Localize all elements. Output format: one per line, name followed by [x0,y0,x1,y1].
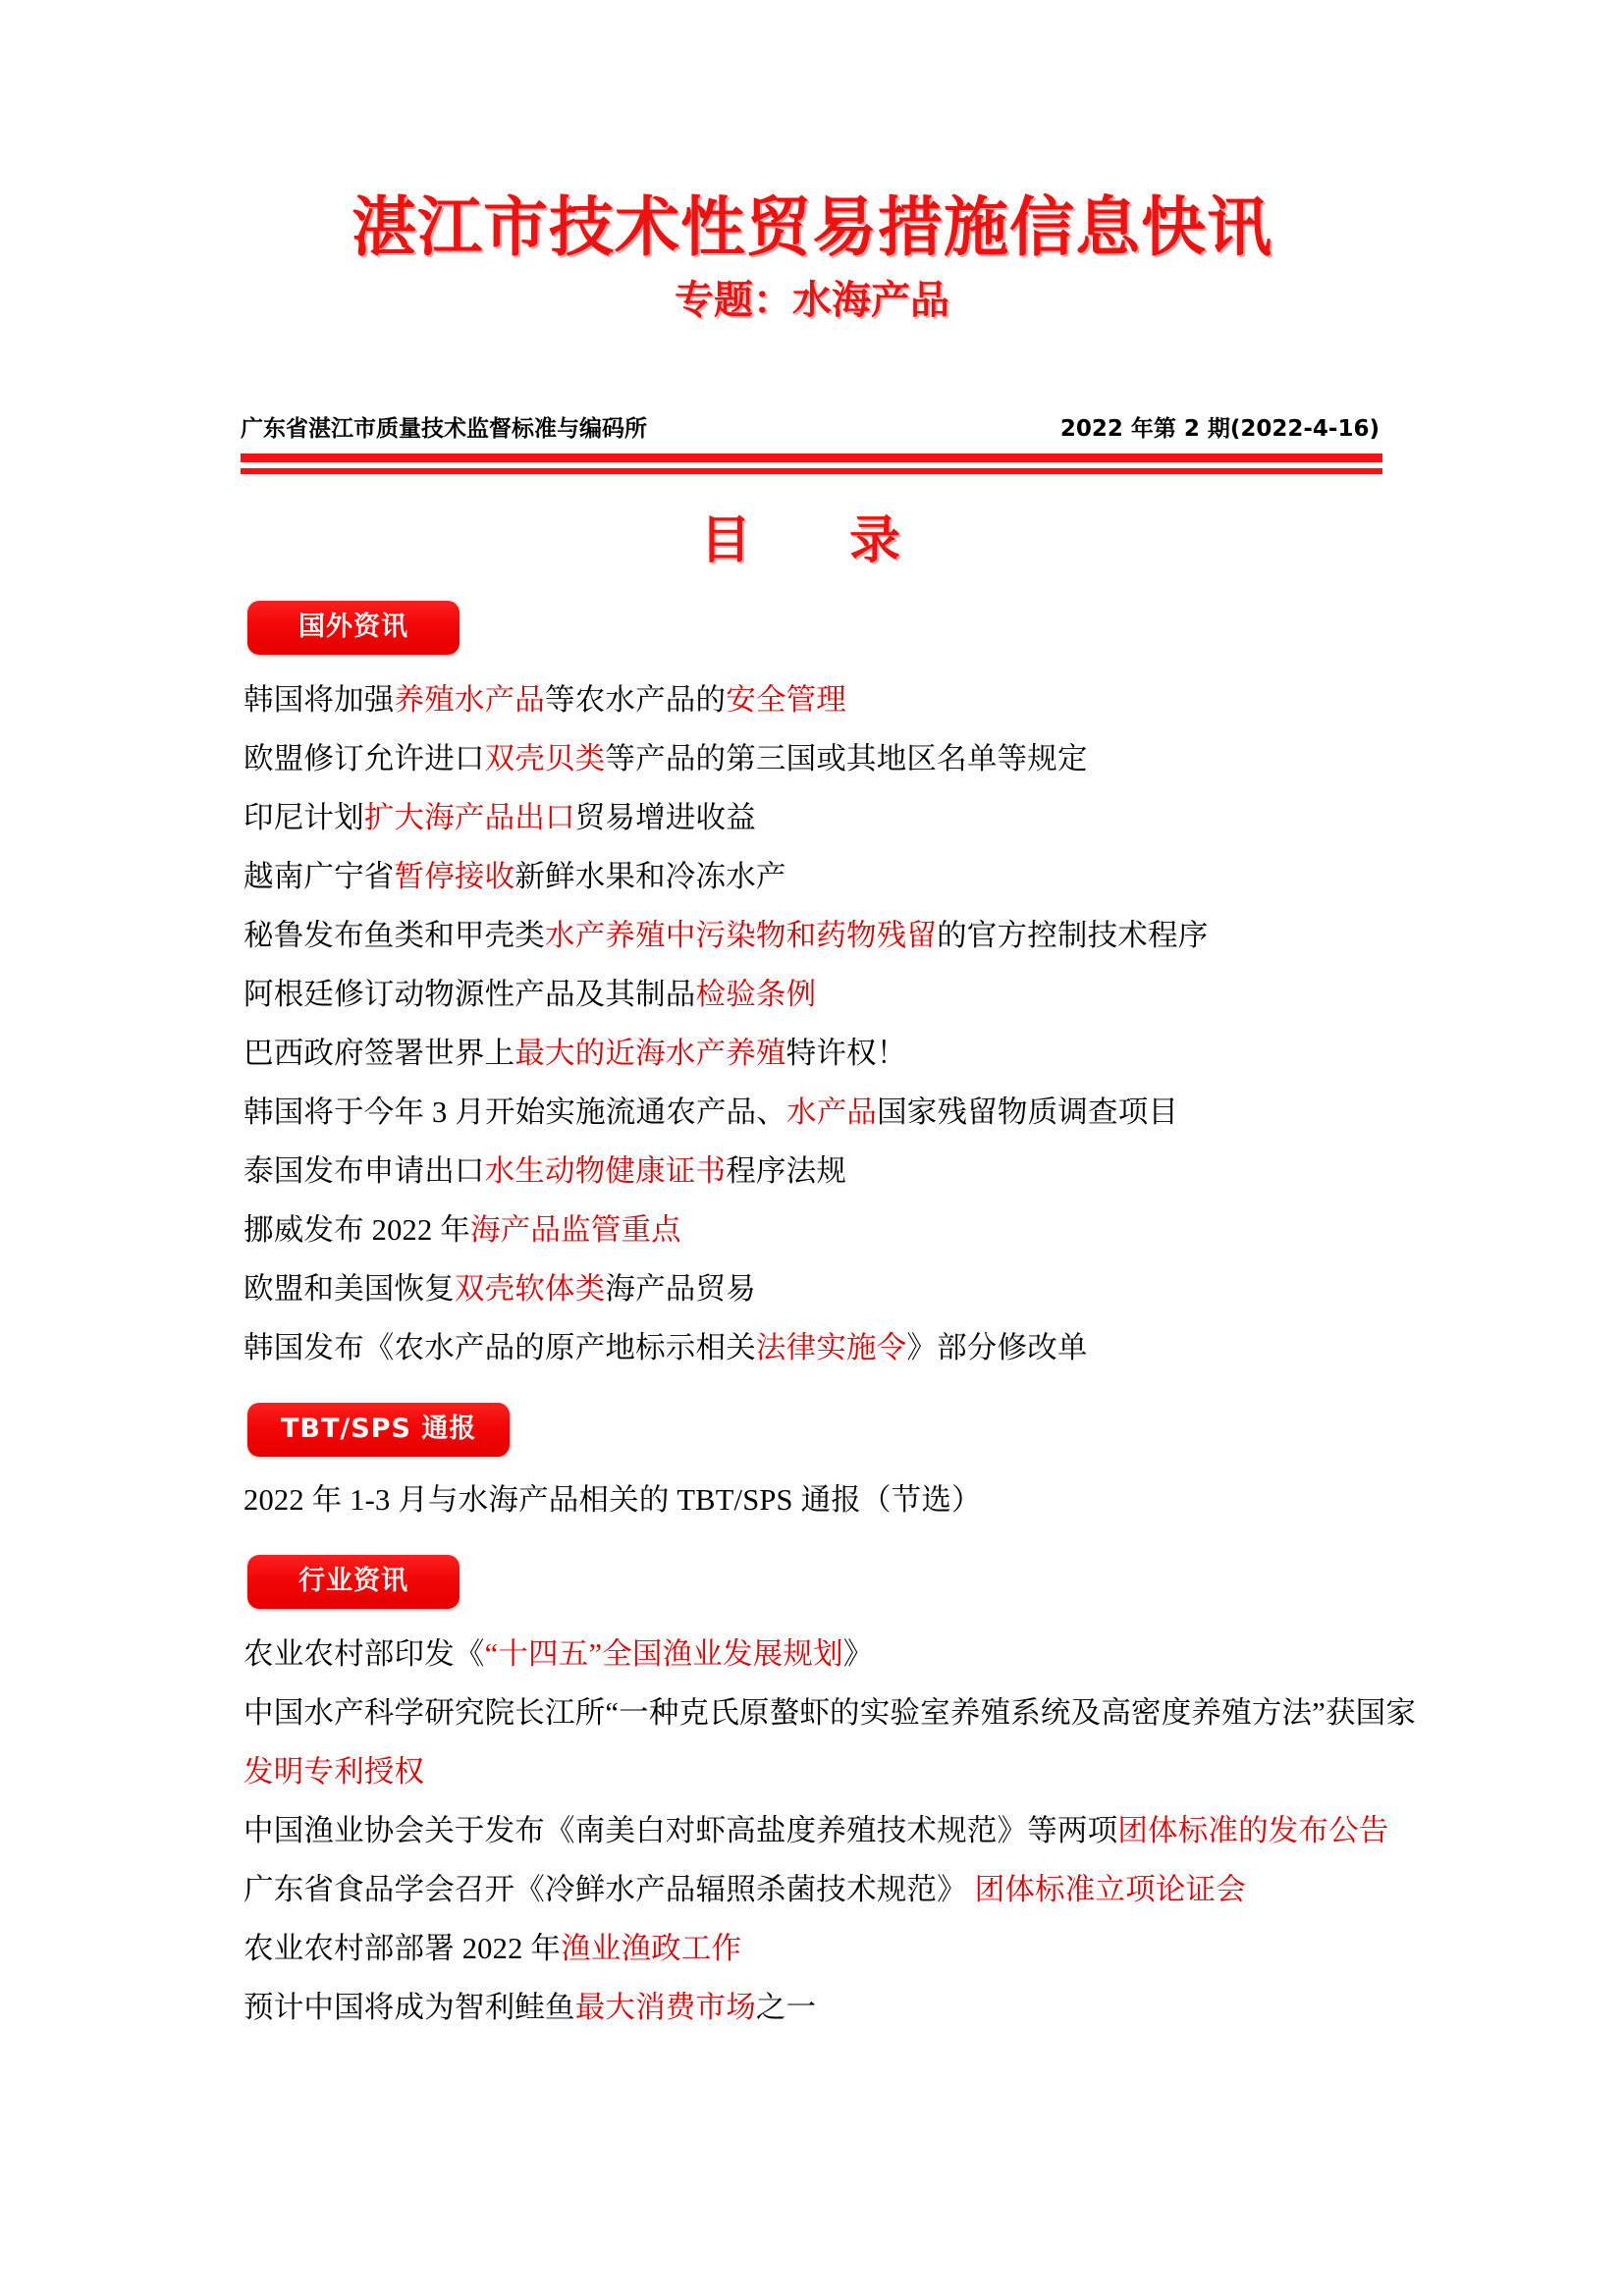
toc-entry-text: 等农水产品的 [545,683,727,717]
toc-entry-text: 》部分修改单 [906,1331,1088,1364]
toc-entry-highlight: 养殖水产品 [394,683,545,717]
toc-entry[interactable] [244,1142,1432,1201]
publisher-organization: 广东省湛江市质量技术监督标准与编码所 [241,416,647,442]
toc-entry-highlight: 法律实施令 [755,1331,907,1364]
toc-entry-text: 印尼计划 [244,801,364,834]
toc-entry[interactable] [244,1919,1432,1978]
toc-entry-text: 广东省食品学会召开《冷鲜水产品辐照杀菌技术规范》 [244,1873,975,1906]
toc-entry-highlight: 双壳软体类 [454,1272,606,1306]
toc-entry-highlight: 水生动物健康证书 [484,1154,727,1188]
toc-entry-highlight: “十四五”全国渔业发展规划 [484,1637,843,1671]
toc-entry-text: 海产品贸易 [605,1272,756,1306]
toc-entry-text: 之一 [755,1991,817,2024]
toc-entry[interactable] [244,729,1432,788]
toc-entry-text: 泰国发布申请出口 [244,1154,485,1188]
toc-entry-text: 程序法规 [726,1154,847,1188]
issue-info-row [241,410,1380,443]
toc-entry-highlight: 暂停接收 [394,860,515,893]
header-rule-thin [241,468,1382,474]
toc-section-list [244,670,1432,1377]
toc-entry[interactable] [244,1470,1432,1529]
issue-number: 2022 年第 2 期(2022-4-16) [1059,416,1380,442]
section-badge-wrapper [247,1555,1432,1609]
toc-entry-highlight: 最大消费市场 [574,1991,756,2024]
toc-entry[interactable] [244,1201,1432,1259]
toc-entry-text: 预计中国将成为智利鲑鱼 [244,1991,575,2024]
toc-section-list [244,1470,1432,1529]
toc-entry-text: 中国渔业协会关于发布《南美白对虾高盐度养殖技术规范》等两项 [244,1814,1118,1847]
section-badge[interactable]: 行业资讯 [247,1555,460,1609]
toc-entry-text: 农业农村部部署 2022 年 [244,1932,562,1965]
toc-entry-highlight: 海产品监管重点 [469,1213,681,1247]
toc-entry[interactable] [244,670,1432,729]
toc-entry[interactable] [244,1978,1432,2037]
toc-entry[interactable] [244,1860,1432,1919]
toc-entry-text: 巴西政府签署世界上 [244,1037,515,1070]
toc-entry-text: 国家残留物质调查项目 [877,1095,1179,1129]
toc-entry-text: 中国水产科学研究院长江所“一种克氏原螯虾的实验室养殖系统及高密度养殖方法”获国家 [244,1696,1417,1730]
toc-entry[interactable] [244,847,1432,906]
toc-entry[interactable] [244,1083,1432,1142]
toc-entry-highlight: 最大的近海水产养殖 [514,1037,786,1070]
section-badge[interactable]: 国外资讯 [247,601,460,655]
toc-entry-text: 农业农村部印发《 [244,1637,485,1671]
toc-entry-text: 特许权！ [785,1037,907,1070]
toc-entry[interactable] [244,788,1432,847]
toc-entry-text: 的官方控制技术程序 [937,919,1209,952]
toc-entry[interactable] [244,1625,1432,1683]
toc-entry-highlight: 安全管理 [726,683,847,717]
toc-entry[interactable] [244,1259,1432,1318]
toc-entry-text: 挪威发布 2022 年 [244,1213,470,1247]
section-badge-wrapper [247,601,1432,655]
toc-entry[interactable] [244,1024,1432,1083]
toc-entry-text: 欧盟和美国恢复 [244,1272,455,1306]
toc-entry[interactable] [244,965,1432,1024]
section-badge[interactable]: TBT/SPS 通报 [247,1403,510,1457]
toc-entry-text: 2022 年 1-3 月与水海产品相关的 TBT/SPS 通报（节选） [244,1483,982,1517]
toc-entry-highlight: 团体标准立项论证会 [974,1873,1246,1906]
toc-entry-text: 》 [842,1637,874,1671]
toc-entry-text: 新鲜水果和冷冻水产 [514,860,786,893]
toc-entry-text: 韩国发布《农水产品的原产地标示相关 [244,1331,756,1364]
page-title: 湛江市技术性贸易措施信息快讯 [352,189,1272,265]
header-rule-thick [241,454,1382,462]
toc-entry-highlight: 团体标准的发布公告 [1117,1814,1389,1847]
toc-entry-highlight: 检验条例 [695,978,817,1011]
toc-entry-highlight: 渔业渔政工作 [561,1932,742,1965]
toc-heading: 目 录 [699,511,924,570]
toc-entry-text: 韩国将于今年 3 月开始实施流通农产品、 [244,1095,786,1129]
page-subtitle: 专题：水海产品 [675,278,949,324]
toc-entry-highlight: 发明专利授权 [244,1755,425,1789]
toc-entry[interactable] [244,1683,1432,1801]
toc-entry[interactable] [244,906,1432,965]
toc-entry[interactable] [244,1801,1432,1860]
toc-entry-text: 等产品的第三国或其地区名单等规定 [605,742,1088,775]
toc-entry-highlight: 水产养殖中污染物和药物残留 [545,919,938,952]
toc-body [244,601,1432,2037]
toc-entry[interactable] [244,1318,1432,1377]
toc-entry-text: 阿根廷修订动物源性产品及其制品 [244,978,696,1011]
toc-section-list [244,1625,1432,2037]
toc-entry-text: 越南广宁省 [244,860,395,893]
toc-entry-text: 秘鲁发布鱼类和甲壳类 [244,919,545,952]
section-badge-wrapper [247,1403,1432,1457]
toc-entry-highlight: 水产品 [786,1095,878,1129]
toc-entry-highlight: 扩大海产品出口 [363,801,575,834]
toc-entry-text: 贸易增进收益 [574,801,756,834]
masthead [0,0,1624,324]
toc-entry-text: 欧盟修订允许进口 [244,742,485,775]
toc-entry-text: 韩国将加强 [244,683,395,717]
toc-entry-highlight: 双壳贝类 [484,742,606,775]
